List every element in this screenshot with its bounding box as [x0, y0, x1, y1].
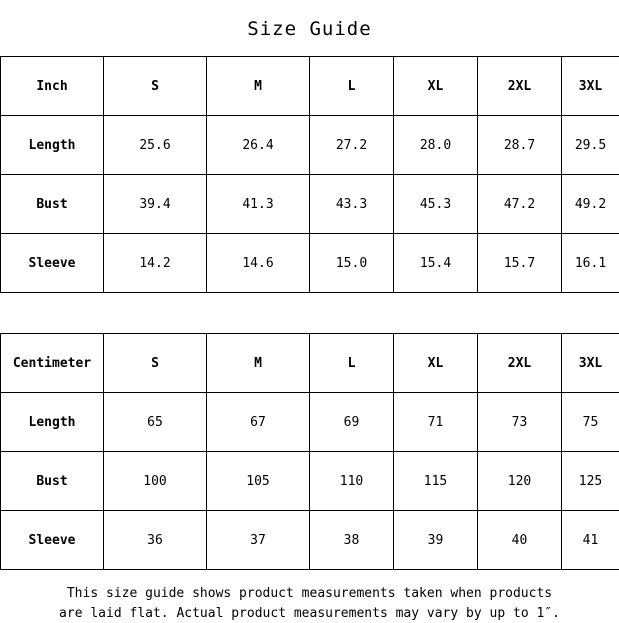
cell-bust-2xl: 47.2 — [478, 175, 562, 234]
cell-sleeve-2xl: 40 — [478, 511, 562, 570]
column-header-xl: XL — [394, 334, 478, 393]
column-header-2xl: 2XL — [478, 57, 562, 116]
row-label-length: Length — [1, 116, 104, 175]
row-label-bust: Bust — [1, 175, 104, 234]
cell-sleeve-l: 15.0 — [310, 234, 394, 293]
table-row — [1, 234, 619, 293]
table-spacer — [0, 293, 619, 333]
cell-length-2xl: 28.7 — [478, 116, 562, 175]
inch-table-wrapper — [0, 56, 619, 293]
cell-length-2xl: 73 — [478, 393, 562, 452]
column-header-l: L — [310, 334, 394, 393]
column-header-m: M — [207, 334, 310, 393]
page-title: Size Guide — [0, 0, 619, 56]
cell-sleeve-2xl: 15.7 — [478, 234, 562, 293]
cell-sleeve-s: 14.2 — [104, 234, 207, 293]
cell-bust-3xl: 49.2 — [562, 175, 619, 234]
table-row — [1, 175, 619, 234]
cell-sleeve-xl: 15.4 — [394, 234, 478, 293]
cell-length-l: 27.2 — [310, 116, 394, 175]
footnote-line-1: This size guide shows product measurements taken when products — [14, 584, 605, 604]
cell-length-xl: 71 — [394, 393, 478, 452]
column-header-l: L — [310, 57, 394, 116]
cell-length-m: 26.4 — [207, 116, 310, 175]
centimeter-table-wrapper — [0, 333, 619, 570]
cell-bust-l: 110 — [310, 452, 394, 511]
cell-sleeve-l: 38 — [310, 511, 394, 570]
cell-sleeve-m: 37 — [207, 511, 310, 570]
cell-length-l: 69 — [310, 393, 394, 452]
table-header-row — [1, 57, 619, 116]
cell-bust-s: 39.4 — [104, 175, 207, 234]
column-header-3xl: 3XL — [562, 334, 619, 393]
cell-bust-m: 41.3 — [207, 175, 310, 234]
cell-length-3xl: 75 — [562, 393, 619, 452]
column-header-m: M — [207, 57, 310, 116]
cell-bust-xl: 115 — [394, 452, 478, 511]
cell-length-s: 25.6 — [104, 116, 207, 175]
row-label-length: Length — [1, 393, 104, 452]
cell-bust-s: 100 — [104, 452, 207, 511]
unit-label-inch: Inch — [1, 57, 104, 116]
column-header-xl: XL — [394, 57, 478, 116]
cell-length-xl: 28.0 — [394, 116, 478, 175]
column-header-s: S — [104, 57, 207, 116]
cell-sleeve-3xl: 16.1 — [562, 234, 619, 293]
cell-sleeve-s: 36 — [104, 511, 207, 570]
cell-bust-2xl: 120 — [478, 452, 562, 511]
cell-bust-xl: 45.3 — [394, 175, 478, 234]
footnote — [0, 570, 619, 623]
cell-length-m: 67 — [207, 393, 310, 452]
table-header-row — [1, 334, 619, 393]
cell-bust-3xl: 125 — [562, 452, 619, 511]
cell-length-s: 65 — [104, 393, 207, 452]
inch-size-table — [0, 56, 619, 293]
cell-length-3xl: 29.5 — [562, 116, 619, 175]
footnote-line-2: are laid flat. Actual product measurements may vary by up to 1″. — [14, 604, 605, 623]
row-label-sleeve: Sleeve — [1, 234, 104, 293]
table-row — [1, 452, 619, 511]
cell-bust-m: 105 — [207, 452, 310, 511]
row-label-bust: Bust — [1, 452, 104, 511]
cell-sleeve-xl: 39 — [394, 511, 478, 570]
column-header-2xl: 2XL — [478, 334, 562, 393]
unit-label-centimeter: Centimeter — [1, 334, 104, 393]
column-header-3xl: 3XL — [562, 57, 619, 116]
column-header-s: S — [104, 334, 207, 393]
table-row — [1, 116, 619, 175]
cell-sleeve-3xl: 41 — [562, 511, 619, 570]
table-row — [1, 393, 619, 452]
centimeter-size-table — [0, 333, 619, 570]
cell-sleeve-m: 14.6 — [207, 234, 310, 293]
cell-bust-l: 43.3 — [310, 175, 394, 234]
table-row — [1, 511, 619, 570]
row-label-sleeve: Sleeve — [1, 511, 104, 570]
